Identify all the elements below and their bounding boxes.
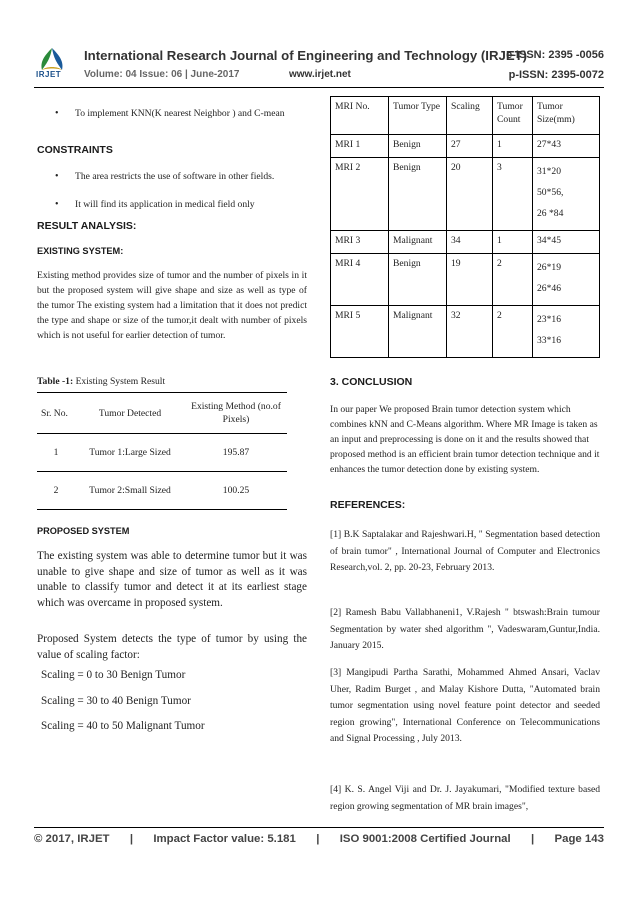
table-cell: 19 [447, 254, 493, 306]
tumor-size: 33*16 [537, 335, 561, 346]
reference-item: [3] Mangipudi Partha Sarathi, Mohammed Ahmed Ansari, Vaclav Uher, Radim Burget , and Malay Kishore Dutta, "Automated brain tumor segmentation using novel feature point detector and seeded region growing", International Conference on Telecommunications and Signal Processing , July 2013. [330, 667, 600, 744]
table-cell: 34 [447, 231, 493, 254]
table-cell [533, 306, 600, 358]
table-row [331, 306, 600, 358]
table1-caption-text: Existing System Result [73, 376, 166, 387]
tumor-size: 26*46 [537, 283, 561, 294]
table-cell: MRI 2 [331, 158, 389, 231]
table-cell: MRI 1 [331, 135, 389, 158]
constraint-text: The area restricts the use of software in other fields. [75, 171, 275, 182]
table-header-cell: Scaling [447, 97, 493, 135]
scaling-rule: Scaling = 30 to 40 Benign Tumor [41, 695, 191, 707]
tumor-size: 50*56, [537, 187, 564, 198]
mri-results-table [330, 96, 600, 358]
reference-item: [2] Ramesh Babu Vallabhaneni1, V.Rajesh " btswash:Brain tumour Segmentation by water shed algorithm ", Vadeswaram,Guntur,India. January 2015. [330, 607, 600, 651]
table-cell: 34*45 [533, 231, 600, 254]
table-cell: Malignant [389, 231, 447, 254]
constraints-heading: CONSTRAINTS [37, 144, 113, 156]
table-header-row [37, 393, 287, 434]
proposed-text-1: The existing system was able to determine tumor but it was unable to give shape and size of tumor as well as it was unable to classify tumor and detect it at its earliest stage which was overcame in proposed system. [37, 550, 307, 609]
proposed-text-2: Proposed System detects the type of tumor by using the value of scaling factor: [37, 633, 307, 661]
footer-separator: | [316, 833, 320, 845]
logo-text: IRJET [36, 70, 62, 79]
table-header-cell: Tumor Detected [75, 393, 185, 434]
footer-separator: | [129, 833, 134, 845]
table-cell: Malignant [389, 306, 447, 358]
table1-caption-label: Table -1: [37, 376, 74, 387]
table-cell: 1 [37, 434, 75, 472]
tumor-size: 31*20 [537, 166, 561, 177]
table-header-row [331, 97, 600, 135]
journal-title: International Research Journal of Engineering and Technology (IRJET) [84, 48, 528, 63]
table-cell: 27*43 [533, 135, 600, 158]
constraint-item [37, 198, 307, 212]
volume-issue: Volume: 04 Issue: 06 | June-2017 [84, 69, 240, 80]
eissn: e-ISSN: 2395 -0056 [506, 49, 604, 61]
table-row [331, 158, 600, 231]
footer-separator: | [531, 833, 535, 845]
page-header [34, 40, 604, 84]
table-cell: 1 [493, 231, 533, 254]
tumor-size: 26*19 [537, 262, 561, 273]
page-footer [34, 833, 604, 845]
constraint-item [37, 170, 297, 184]
references-heading: REFERENCES: [330, 499, 406, 511]
table-header-cell: MRI No. [331, 97, 389, 135]
table-cell: MRI 3 [331, 231, 389, 254]
table-header-cell: Tumor Size(mm) [533, 97, 600, 135]
table-row [37, 434, 287, 472]
bullet-knn-text: To implement KNN(K nearest Neighbor ) and C-mean [75, 108, 285, 119]
conclusion-heading: 3. CONCLUSION [330, 376, 413, 388]
result-analysis-heading: RESULT ANALYSIS: [37, 220, 137, 232]
footer-page-number: Page 143 [554, 833, 604, 845]
footer-divider [34, 827, 604, 828]
table-header-cell: Tumor Type [389, 97, 447, 135]
scaling-rule: Scaling = 40 to 50 Malignant Tumor [41, 720, 205, 732]
table-cell: Benign [389, 135, 447, 158]
table-cell: 27 [447, 135, 493, 158]
table1-caption [37, 376, 165, 387]
table-row [37, 472, 287, 510]
reference-item: [4] K. S. Angel Viji and Dr. J. Jayakumari, "Modified texture based region growing segmentation of MR brain images", [330, 784, 600, 812]
existing-system-table [37, 392, 287, 510]
table-cell: 2 [37, 472, 75, 510]
table-cell: 195.87 [185, 434, 287, 472]
table-cell: 1 [493, 135, 533, 158]
scaling-rule: Scaling = 0 to 30 Benign Tumor [41, 669, 186, 681]
table-header-cell: Sr. No. [37, 393, 75, 434]
tumor-size: 26 *84 [537, 208, 564, 219]
table-cell: Benign [389, 254, 447, 306]
table-cell: Tumor 1:Large Sized [75, 434, 185, 472]
table-cell: 100.25 [185, 472, 287, 510]
table-cell [533, 254, 600, 306]
pissn: p-ISSN: 2395-0072 [508, 69, 604, 81]
table-cell [533, 158, 600, 231]
table-cell: 32 [447, 306, 493, 358]
table-cell: 2 [493, 306, 533, 358]
table-header-cell: Existing Method (no.of Pixels) [185, 393, 287, 434]
reference-item: [1] B.K Saptalakar and Rajeshwari.H, " Segmentation based detection of brain tumor" , International Journal of Computer and Electronics Research,vol. 2, pp. 20-23, February 2013. [330, 529, 600, 573]
table-header-cell: Tumor Count [493, 97, 533, 135]
website-link[interactable]: www.irjet.net [289, 69, 351, 80]
footer-impact-factor: Impact Factor value: 5.181 [153, 833, 296, 845]
conclusion-text: In our paper We proposed Brain tumor detection system which combines kNN and C-Means algorithm. Where MR Image is taken as an input and preprocessing is done on it and the results showed that proposed method is an efficient brain tumor detection technique and it enhances the tumor detection done by existing system. [330, 404, 600, 475]
table-cell: Benign [389, 158, 447, 231]
constraint-text: It will find its application in medical field only [75, 199, 255, 210]
proposed-system-heading: PROPOSED SYSTEM [37, 526, 130, 536]
table-row [331, 135, 600, 158]
header-divider [34, 87, 604, 88]
table-cell: 2 [493, 254, 533, 306]
table-row [331, 254, 600, 306]
table-cell: 20 [447, 158, 493, 231]
footer-copyright: © 2017, IRJET [34, 833, 110, 845]
table-cell: MRI 4 [331, 254, 389, 306]
existing-system-text: Existing method provides size of tumor and the number of pixels in it but the proposed system will give shape and size as well as type of the tumor The existing system had a limitation that it does not predict the type and shape or size of the tumor,it dealt with number of pixels which is not useful for earlier detection of tumor. [37, 270, 307, 341]
existing-system-heading: EXISTING SYSTEM: [37, 246, 124, 256]
table-row [331, 231, 600, 254]
table-cell: 3 [493, 158, 533, 231]
bullet-knn [37, 107, 307, 121]
table-cell: MRI 5 [331, 306, 389, 358]
footer-iso: ISO 9001:2008 Certified Journal [339, 833, 511, 845]
table-cell: Tumor 2:Small Sized [75, 472, 185, 510]
tumor-size: 23*16 [537, 314, 561, 325]
